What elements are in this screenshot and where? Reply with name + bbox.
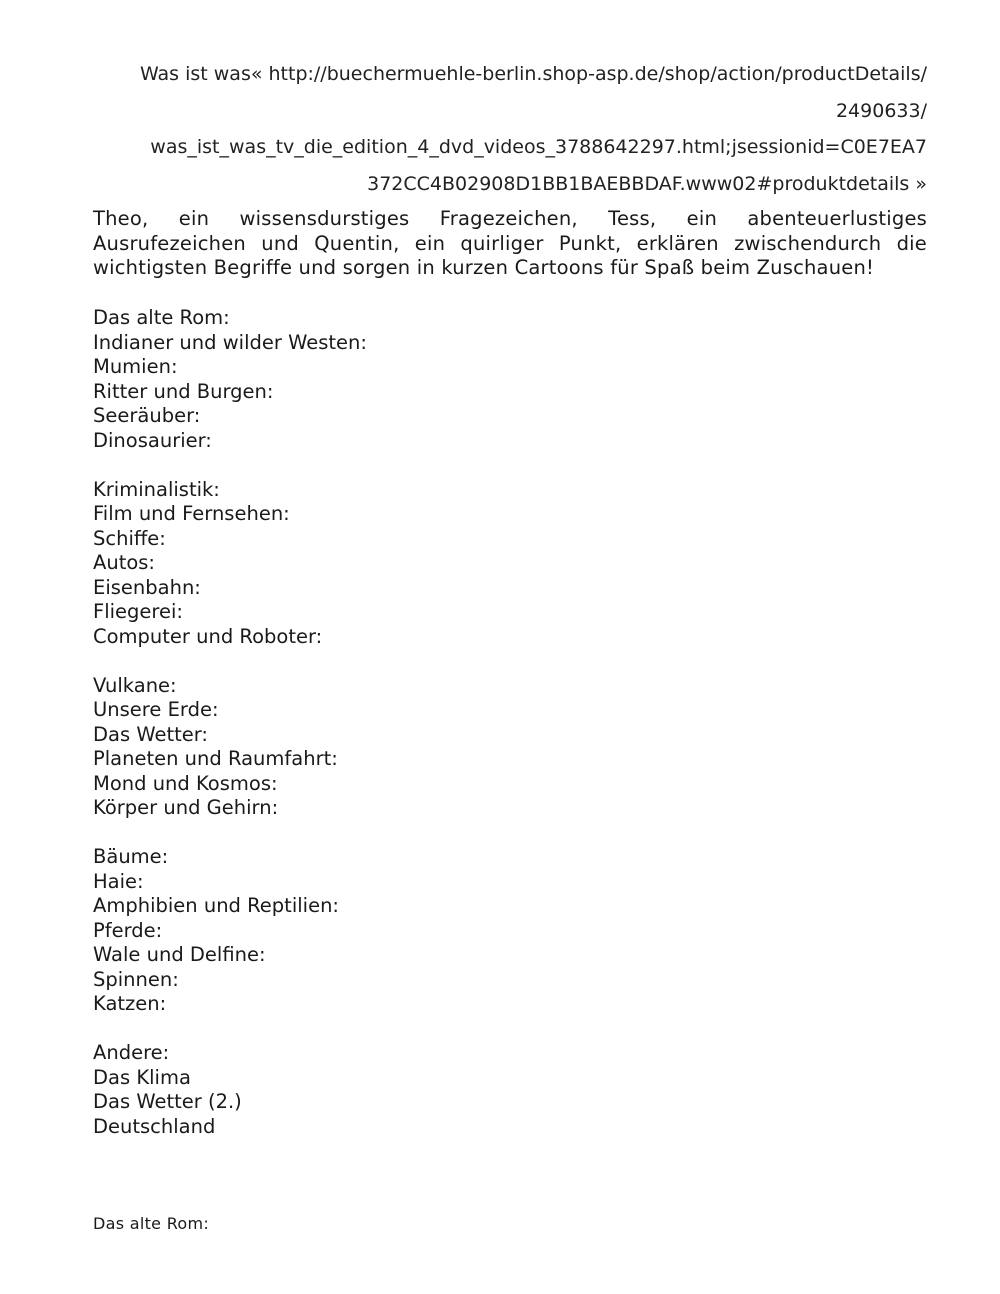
- topic-item: Haie:: [93, 869, 144, 893]
- topic-groups: [93, 306, 927, 1164]
- topic-item: Ritter und Burgen:: [93, 379, 274, 403]
- topic-group-technology: [93, 478, 927, 650]
- topic-group-nature: [93, 845, 927, 1017]
- topic-item: Film und Fernsehen:: [93, 502, 290, 525]
- topic-item: Fliegerei:: [93, 600, 183, 623]
- topic-item: Computer und Roboter:: [93, 624, 323, 648]
- topic-item: Planeten und Raumfahrt:: [93, 747, 338, 770]
- topic-item: Indianer und wilder Westen:: [93, 330, 367, 354]
- topic-item: Wale und Delfine:: [93, 943, 266, 966]
- topic-item: Das Wetter (2.): [93, 1090, 242, 1113]
- topic-item: Pferde:: [93, 918, 163, 942]
- topic-item: Katzen:: [93, 992, 167, 1015]
- source-line: Was ist was« http://buechermuehle-berlin.shop-asp.de/shop/action/productDetails/: [139, 63, 927, 85]
- topic-item: Dinosaurier:: [93, 428, 212, 452]
- topic-item: Das alte Rom:: [93, 306, 230, 329]
- topic-group-other: [93, 1041, 927, 1139]
- topic-item: Körper und Gehirn:: [93, 796, 279, 819]
- topic-group-history: [93, 306, 927, 453]
- source-line: 372CC4B02908D1BB1BAEBBDAF.www02#produktdetails »: [367, 172, 927, 195]
- topic-item: Kriminalistik:: [93, 477, 220, 501]
- topic-item: Vulkane:: [93, 673, 177, 697]
- topic-item: Seeräuber:: [93, 404, 201, 427]
- topic-item: Spinnen:: [93, 967, 179, 991]
- topic-item: Andere:: [93, 1041, 170, 1064]
- topic-item: Eisenbahn:: [93, 575, 201, 599]
- topic-item: Das Klima: [93, 1065, 191, 1089]
- topic-item: Amphibien und Reptilien:: [93, 894, 340, 917]
- topic-item: Bäume:: [93, 845, 169, 868]
- topic-item: Das Wetter:: [93, 722, 208, 746]
- topic-item: Deutschland: [93, 1114, 216, 1138]
- source-reference: [93, 56, 927, 202]
- topic-item: Schiffe:: [93, 526, 166, 550]
- footer-section-heading: Das alte Rom:: [93, 1214, 210, 1233]
- topic-group-science: [93, 674, 927, 821]
- topic-item: Mond und Kosmos:: [93, 771, 278, 795]
- source-line: was_ist_was_tv_die_edition_4_dvd_videos_3788642297.html;jsessionid=C0E7EA7: [150, 136, 927, 158]
- topic-item: Mumien:: [93, 355, 178, 378]
- intro-paragraph: Theo, ein wissensdurstiges Fragezeichen, Tess, ein abenteuerlustiges Ausrufezeichen und Quentin, ein quirliger Punkt, erklären zwischendurch die wichtigsten Begriffe und sorgen in kurzen Cartoons für Spaß beim Zuschauen!: [93, 207, 927, 279]
- source-line: 2490633/: [835, 99, 927, 122]
- topic-item: Unsere Erde:: [93, 698, 219, 721]
- topic-item: Autos:: [93, 551, 156, 574]
